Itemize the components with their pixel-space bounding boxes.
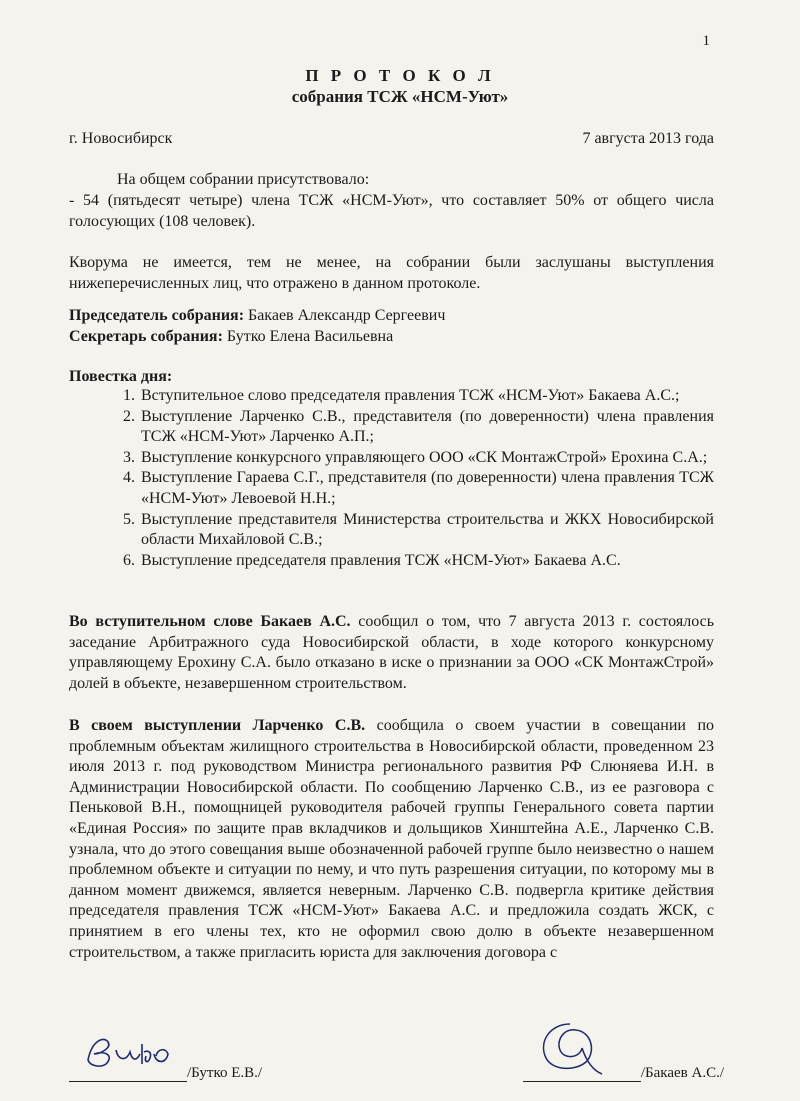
page-number: 1: [702, 33, 710, 49]
chair-signature-name: /Бакаев А.С./: [640, 1065, 724, 1081]
larchenko-speech-lead: В своем выступлении Ларченко С.В.: [69, 717, 366, 734]
signature-row: [69, 1065, 724, 1082]
chair-label: Председатель собрания:: [69, 307, 245, 324]
larchenko-speech-paragraph: В своем выступлении Ларченко С.В. сообщила о своем участии в совещании по проблемным объектам жилищного строительства в Новосибирской области, проведенном 23 июля 2013 г. под руководством Министра регионального развития РФ Слюняева И.Н. в Администрации Новосибирской области. По сообщению Ларченко С.В., из ее разговора с Пеньковой В.Н., помощницей руководителя рабочей группы Генерального совета партии «Единая Россия» по защите прав вкладчиков и дольщиков Хинштейна А.Е., Ларченко С.В. узнала, что до этого совещания выше обозначенной рабочей группе было неизвестно о нашем проблемном объекте и ситуации по нему, и что путь разрешения ситуации, по которому мы в данном момент движемся, является неверным. Ларченко С.В. подвергла критике действия председателя правления ТСЖ «НСМ-Уют» Бакаева А.С. и предложила создать ЖСК, с принятием в его члены тех, кто не оформил свою долю в объекте незавершенном строительством, а также пригласить юриста для заключения договора с: [69, 717, 715, 961]
agenda-item: 1. Вступительное слово председателя правления ТСЖ «НСМ-Уют» Бакаева А.С.;: [123, 387, 680, 404]
chair-line: [69, 306, 714, 327]
signature-line: [69, 1081, 187, 1082]
signature-line: [523, 1081, 641, 1082]
title-block: [0, 66, 800, 107]
agenda-label: Повестка дня:: [69, 368, 173, 385]
secretary-label: Секретарь собрания:: [69, 328, 223, 345]
agenda-item: 3. Выступление конкурсного управляющего ООО «СК МонтажСтрой» Ерохина С.А.;: [123, 448, 708, 466]
agenda-item: 6. Выступление председателя правления ТСЖ «НСМ-Уют» Бакаева А.С.: [123, 551, 621, 569]
agenda-item: 4. Выступление Гараева С.Г., представителя (по доверенности) члена правления ТСЖ «НСМ-Уют» Левоевой Н.Н.;: [123, 469, 714, 507]
chair-name: Бакаев Александр Сергеевич: [244, 307, 446, 324]
secretary-line: [69, 327, 714, 348]
city: г. Новосибирск: [69, 130, 173, 147]
place-date-row: [69, 130, 714, 148]
signature-block-secretary: [69, 1065, 262, 1082]
agenda-list: [69, 386, 714, 571]
agenda-item: 2. Выступление Ларченко С.В., представителя (по доверенности) члена правления ТСЖ «НСМ-Уют» Ларченко А.П.;: [123, 407, 714, 446]
secretary-signature-name: /Бутко Е.В./: [187, 1065, 263, 1081]
opening-speech-lead: Во вступительном слове Бакаев А.С.: [69, 613, 351, 630]
secretary-name: Бутко Елена Васильевна: [222, 328, 394, 345]
quorum-paragraph: Кворума не имеется, тем не менее, на собрании были заслушаны выступления нижеперечисленных лиц, что отражено в данном протоколе.: [69, 254, 714, 292]
document-date: 7 августа 2013 года: [582, 130, 714, 147]
attendance-detail: - 54 (пятьдесят четыре) члена ТСЖ «НСМ-Уют», что составляет 50% от общего числа голосующих (108 человек).: [69, 192, 714, 230]
agenda-item: 5. Выступление представителя Министерства строительства и ЖКХ Новосибирской области Михайловой С.В.;: [123, 510, 714, 549]
document-title: П Р О Т О К О Л: [305, 66, 495, 85]
attendance-intro: На общем собрании присутствовало:: [117, 171, 370, 188]
document-subtitle: собрания ТСЖ «НСМ-Уют»: [291, 87, 509, 106]
opening-speech-paragraph: Во вступительном слове Бакаев А.С. сообщил о том, что 7 августа 2013 г. состоялось заседание Арбитражного суда Новосибирской области, в ходе которого конкурсному управляющему Ерохину С.А. было отказано в иске о признании за ООО «СК МонтажСтрой» долей в объекте, незавершенном строительством.: [69, 613, 714, 692]
signature-block-chair: [523, 1065, 724, 1082]
